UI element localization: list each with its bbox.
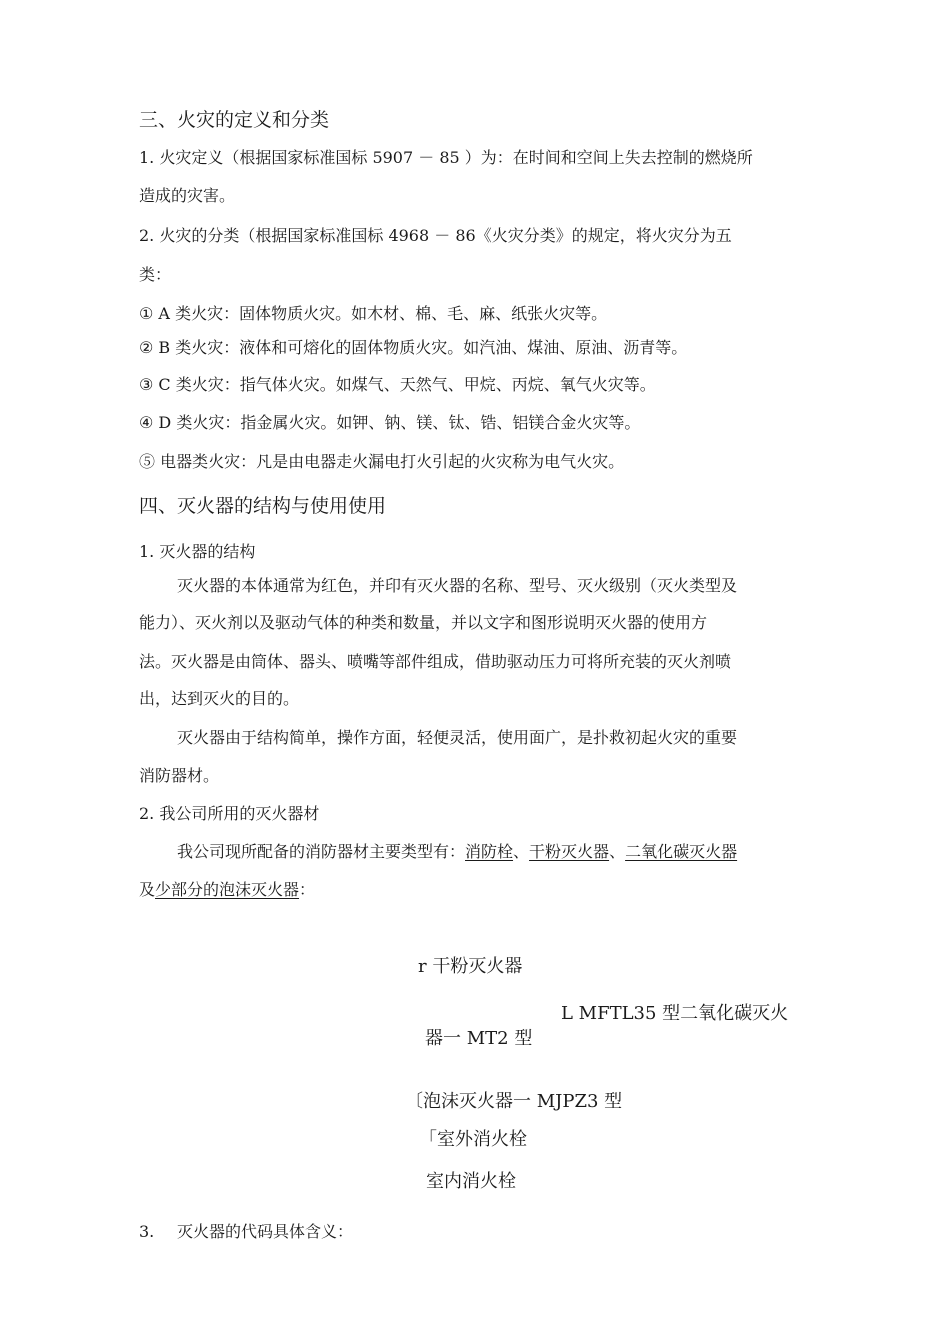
fire-classification-line-2: 类： [139,265,172,284]
dry-powder-extinguisher-term: 干粉灭火器 [529,842,610,861]
equipment-types-line-1 [177,842,737,862]
advantages-para-line-1: 灭火器由于结构简单，操作方面，轻便灵活，使用面广，是扑救初起火灾的重要 [177,728,738,747]
equipment-intro-text: 我公司现所配备的消防器材主要类型有： [177,842,466,861]
equipment-types-line-2 [139,880,315,900]
separator: 、 [609,842,626,861]
extinguisher-structure-heading: 1. 灭火器的结构 [139,542,256,561]
colon-text: ： [299,880,316,899]
code-meaning-number: 3. [139,1222,155,1241]
fire-class-c: ③ C 类火灾：指气体火灾。如煤气、天然气、甲烷、丙烷、氧气火灾等。 [139,375,656,394]
co2-extinguisher-term: 二氧化碳灭火器 [625,842,738,861]
section-3-heading: 三、火灾的定义和分类 [139,109,330,131]
diagram-foam: 〔泡沫灭火器一 MJPZ3 型 [405,1091,623,1112]
structure-para-line-1: 灭火器的本体通常为红色，并印有灭火器的名称、型号、灭火级别（灭火类型及 [177,576,738,595]
fire-class-d: ④ D 类火灾：指金属火灾。如钾、钠、镁、钛、锆、铝镁合金火灾等。 [139,413,641,432]
advantages-para-line-2: 消防器材。 [139,766,220,785]
fire-definition-line-1: 1. 火灾定义（根据国家标准国标 5907 － 85 ）为：在时间和空间上失去控制的燃烧所 [139,148,753,167]
fire-definition-line-2: 造成的灾害。 [139,186,236,205]
diagram-co2-line-1: L MFTL35 型二氧化碳灭火 [561,1003,789,1024]
structure-para-line-3: 法。灭火器是由筒体、器头、喷嘴等部件组成，借助驱动压力可将所充装的灭火剂喷 [139,652,732,671]
structure-para-line-2: 能力）、灭火剂以及驱动气体的种类和数量，并以文字和图形说明灭火器的使用方 [139,613,708,632]
diagram-outdoor-hydrant: 「室外消火栓 [419,1129,527,1150]
code-meaning-heading: 灭火器的代码具体含义： [177,1222,354,1241]
separator: 、 [513,842,530,861]
structure-para-line-4: 出，达到灭火的目的。 [139,689,300,708]
diagram-indoor-hydrant: 室内消火栓 [426,1171,516,1192]
fire-class-b: ② B 类火灾：液体和可熔化的固体物质火灾。如汽油、煤油、原油、沥青等。 [139,338,688,357]
diagram-dry-powder: r 干粉灭火器 [418,956,523,977]
section-4-heading: 四、灭火器的结构与使用使用 [139,495,387,517]
fire-class-a: ① A 类火灾：固体物质火灾。如木材、棉、毛、麻、纸张火灾等。 [139,304,608,323]
company-equipment-heading: 2. 我公司所用的灭火器材 [139,804,320,823]
fire-class-electrical: ⑤ 电器类火灾：凡是由电器走火漏电打火引起的火灾称为电气火灾。 [139,452,625,471]
conjunction-text: 及 [139,880,156,899]
foam-extinguisher-term: 少部分的泡沫灭火器 [155,880,300,899]
fire-classification-line-1: 2. 火灾的分类（根据国家标准国标 4968 － 86《火灾分类》的规定，将火灾分为五 [139,226,732,245]
diagram-co2-line-2: 器一 MT2 型 [425,1028,533,1049]
fire-hydrant-term: 消防栓 [465,842,514,861]
